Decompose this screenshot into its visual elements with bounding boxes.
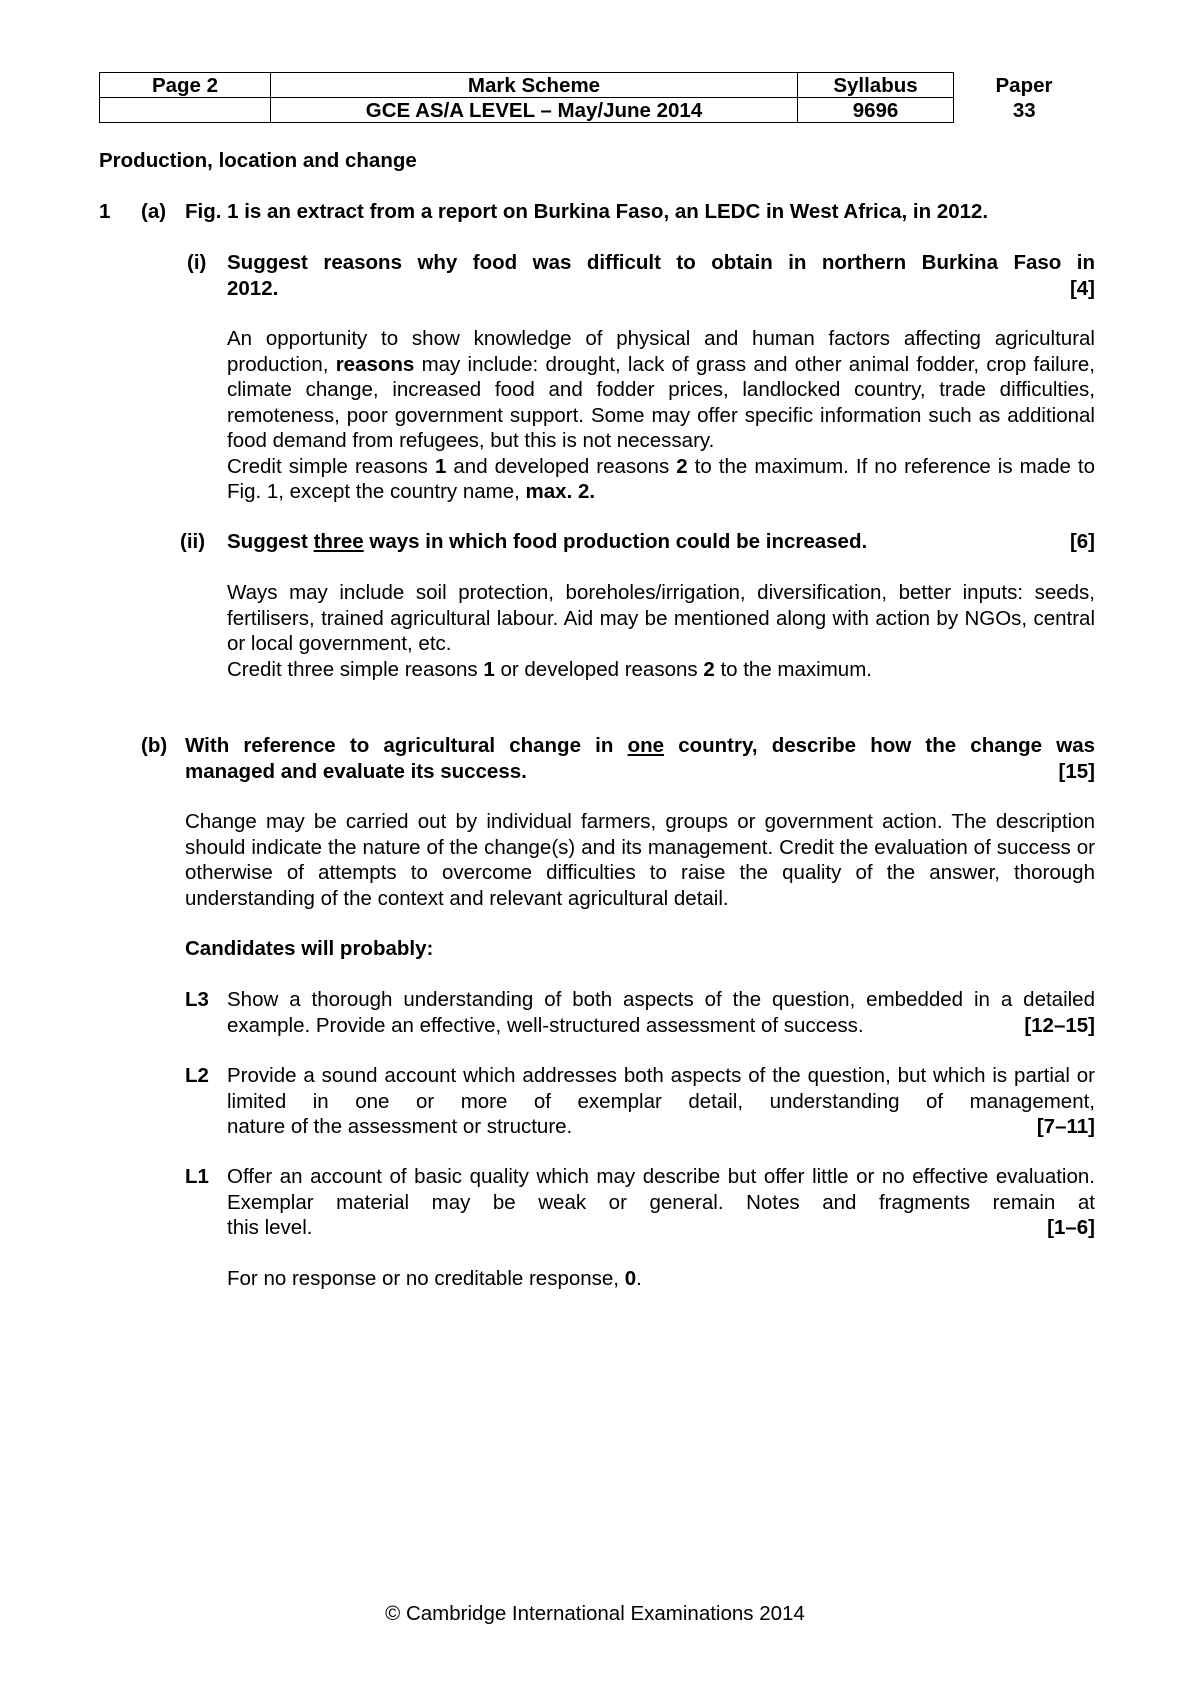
subpart-i-question-line2: 2012. bbox=[227, 276, 279, 300]
header-exam: GCE AS/A LEVEL – May/June 2014 bbox=[271, 98, 798, 123]
level-marks: [12–15] bbox=[1024, 1013, 1095, 1037]
part-b-answer: Change may be carried out by individual farmers, groups or government action. The description should indicate the nature of the change(s) and its management. Credit the evaluation of success or otherwise of attempts to overcome difficulties to raise the quality of the answer, thorough understanding of the context and relevant agricultural detail. bbox=[185, 810, 1095, 910]
level-marks: [7–11] bbox=[1036, 1115, 1095, 1138]
part-a-label: (a) bbox=[141, 200, 167, 223]
candidates-heading: Candidates will probably: bbox=[185, 937, 434, 960]
header-paper-label: Paper bbox=[995, 73, 1053, 97]
part-b-label: (b) bbox=[141, 734, 168, 757]
subpart-i-credit: Credit simple reasons 1 and developed reasons 2 to the maximum. If no reference is made to Fig. 1, except the country name, max. 2. bbox=[227, 454, 1096, 503]
subpart-ii-question: Suggest three ways in which food production could be increased. [6] bbox=[227, 530, 1095, 553]
no-response-note: For no response or no creditable response, 0. bbox=[227, 1267, 642, 1290]
header-empty-cell bbox=[100, 98, 271, 123]
part-a-text: Fig. 1 is an extract from a report on Burkina Faso, an LEDC in West Africa, in 2012. bbox=[185, 200, 989, 223]
subpart-i-question-line1: Suggest reasons why food was difficult to obtain in northern Burkina Faso in bbox=[227, 251, 1095, 274]
header-paper-number: 33 bbox=[1012, 98, 1036, 122]
subpart-i-question bbox=[227, 250, 1095, 301]
level-label: L3 bbox=[185, 988, 209, 1011]
section-title: Production, location and change bbox=[99, 149, 417, 172]
header-table bbox=[99, 72, 1095, 123]
header-syllabus-label: Syllabus bbox=[798, 73, 954, 98]
footer-copyright: © Cambridge International Examinations 2014 bbox=[385, 1602, 805, 1625]
subpart-i-answer: An opportunity to show knowledge of physical and human factors affecting agricultural production, reasons may include: drought, lack of grass and other animal fodder, crop failure, climate change, increased food and fodder prices, landlocked country, trade difficulties, remoteness, poor government support. Some may offer specific information such as additional food demand from refugees, but this is not necessary. Credit simple reasons 1 and developed reasons 2 to the maximum. If no reference is made to Fig. 1, except the country name, max. 2. bbox=[227, 327, 1096, 503]
subpart-i-marks: [4] bbox=[1069, 276, 1095, 300]
subpart-ii-marks: [6] bbox=[1069, 530, 1095, 553]
subpart-i-label: (i) bbox=[187, 251, 207, 274]
header-mark-scheme: Mark Scheme bbox=[271, 73, 798, 98]
level-descriptor: Show a thorough understanding of both aspects of the question, embedded in a detailed example. Provide an effective, well-structured assessment of success. [12–15] bbox=[227, 988, 1095, 1037]
subpart-ii-credit: Credit three simple reasons 1 or developed reasons 2 to the maximum. bbox=[227, 657, 872, 681]
level-label: L1 bbox=[185, 1165, 209, 1188]
level-descriptor: Provide a sound account which addresses both aspects of the question, but which is partial or limited in one or more of exemplar detail, understanding of management, nature of the assessment or structure. [7–11] bbox=[227, 1064, 1095, 1138]
header-syllabus-code: 9696 bbox=[798, 98, 954, 123]
header-page: Page 2 bbox=[100, 73, 271, 98]
subpart-ii-label: (ii) bbox=[180, 530, 206, 553]
level-label: L2 bbox=[185, 1064, 209, 1087]
part-b-marks: [15] bbox=[1058, 759, 1095, 783]
subpart-ii-answer: Ways may include soil protection, boreholes/irrigation, diversification, better inputs: seeds, fertilisers, trained agricultural labour. Aid may be mentioned along with action by NGOs, central or local government, etc. Credit three simple reasons 1 or developed reasons 2 to the maximum. bbox=[227, 581, 1095, 681]
level-marks: [1–6] bbox=[1047, 1216, 1095, 1239]
level-descriptor: Offer an account of basic quality which may describe but offer little or no effective evaluation. Exemplar material may be weak or general. Notes and fragments remain at this level. [1–6] bbox=[227, 1165, 1095, 1239]
part-b-question: With reference to agricultural change in one country, describe how the change was managed and evaluate its success. [15] bbox=[185, 734, 1095, 783]
question-number: 1 bbox=[99, 200, 111, 223]
